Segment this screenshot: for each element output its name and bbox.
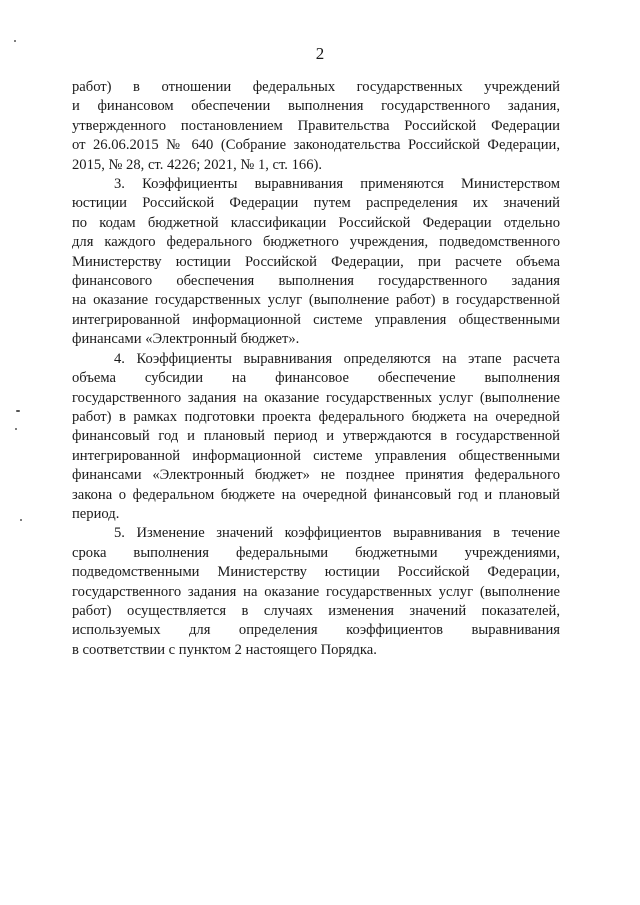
text-line: 4. Коэффициенты выравнивания определяются на этапе расчета [114, 350, 560, 367]
text-line: период. [72, 505, 120, 522]
text-line: объема субсидии на финансовое обеспечение выполнения [72, 370, 560, 387]
text-line: 5. Изменение значений коэффициентов выравнивания в течение [114, 525, 560, 542]
text-line: срока выполнения федеральными бюджетными учреждениями, [72, 544, 560, 561]
scan-speck [14, 40, 16, 42]
scan-speck [20, 519, 22, 521]
text-line: 3. Коэффициенты выравнивания применяются Министерством [114, 176, 560, 193]
paragraph-3 [72, 175, 560, 350]
text-line: работ) в отношении федеральных государственных учреждений [72, 79, 560, 95]
text-line: в соответствии с пунктом 2 настоящего Порядка. [72, 641, 377, 658]
document-body [72, 78, 560, 660]
text-line: государственного задания на оказание государственных услуг (выполнение [72, 389, 560, 406]
text-line: юстиции Российской Федерации путем распределения их значений [72, 195, 560, 212]
text-line: для каждого федерального бюджетного учреждения, подведомственного [72, 234, 560, 251]
text-line: подведомственными Министерству юстиции Российской Федерации, [72, 564, 560, 581]
text-line: на оказание государственных услуг (выполнение работ) в государственной [72, 292, 560, 309]
text-line: по кодам бюджетной классификации Российской Федерации отдельно [72, 214, 560, 231]
text-line: работ) осуществляется в случаях изменения значений показателей, [72, 602, 560, 619]
scan-speck [16, 410, 20, 412]
scan-speck [15, 428, 17, 430]
text-line: государственного задания на оказание государственных услуг (выполнение [72, 583, 560, 600]
paragraph-continuation [72, 78, 560, 175]
text-line: работ) в рамках подготовки проекта федерального бюджета на очередной [72, 408, 560, 425]
page-number: 2 [315, 44, 325, 63]
text-line: интегрированной информационной системе управления общественными [72, 447, 560, 464]
text-line: финансами «Электронный бюджет». [72, 331, 300, 348]
text-line: финансами «Электронный бюджет» не позднее принятия федерального [72, 467, 560, 484]
text-line: от 26.06.2015 № 640 (Собрание законодательства Российской Федерации, [72, 137, 560, 154]
text-line: Министерству юстиции Российской Федерации, при расчете объема [72, 253, 560, 270]
text-line: финансовый год и плановый период и утверждаются в государственной [72, 428, 560, 445]
text-line: и финансовом обеспечении выполнения государственного задания, [72, 98, 560, 115]
text-line: интегрированной информационной системе управления общественными [72, 311, 560, 328]
paragraph-5 [72, 524, 560, 660]
text-line: утвержденного постановлением Правительства Российской Федерации [72, 117, 560, 134]
text-line: используемых для определения коэффициентов выравнивания [72, 622, 560, 639]
text-line: 2015, № 28, ст. 4226; 2021, № 1, ст. 166). [72, 156, 322, 173]
text-line: закона о федеральном бюджете на очередной финансовый год и плановый [72, 486, 560, 503]
text-line: финансового обеспечения выполнения государственного задания [72, 273, 560, 290]
paragraph-4 [72, 350, 560, 525]
